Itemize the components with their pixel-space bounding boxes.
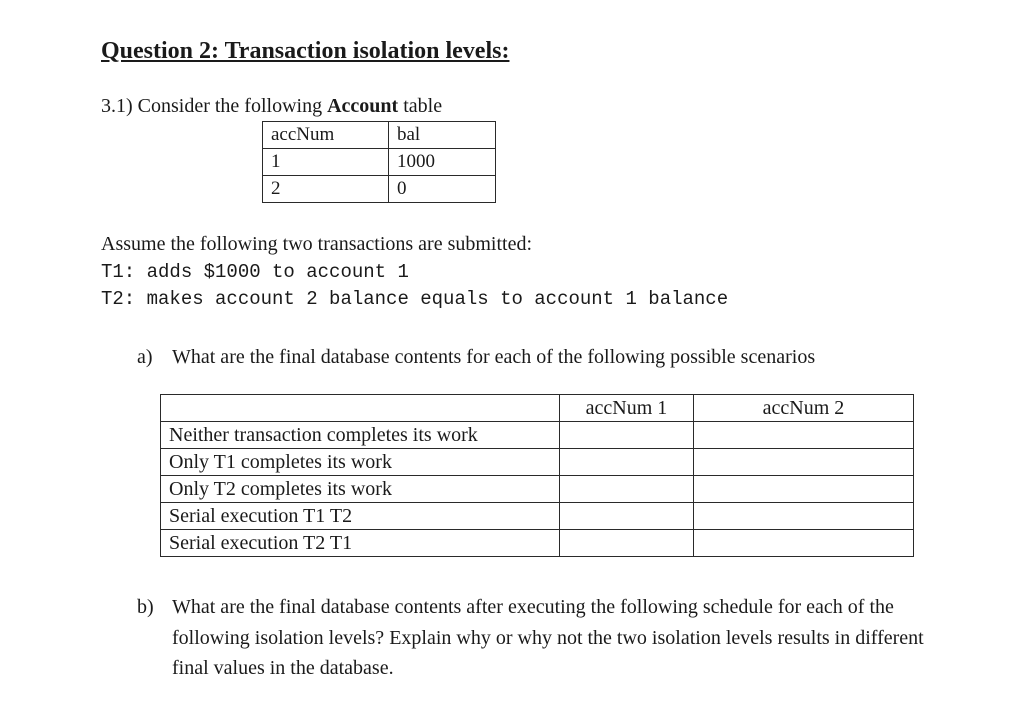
question-a-text: What are the final database contents for each of the following possible scenarios	[172, 346, 816, 368]
intro-prefix: 3.1) Consider the following	[101, 95, 328, 117]
table-cell: 2	[263, 176, 389, 203]
intro-bold-table-name: Account	[327, 95, 399, 117]
answer-cell	[694, 476, 914, 503]
table-row	[161, 503, 914, 530]
answer-cell	[560, 476, 694, 503]
transaction-t2: T2: makes account 2 balance equals to account 1 balance	[101, 288, 729, 310]
scenario-label: Serial execution T1 T2	[161, 503, 560, 530]
header-cell	[161, 395, 560, 422]
table-row	[161, 476, 914, 503]
answer-cell	[694, 422, 914, 449]
table-cell: 0	[389, 176, 496, 203]
answer-cell	[560, 530, 694, 557]
table-header-row	[263, 122, 496, 149]
scenario-table	[160, 394, 914, 557]
table-row	[263, 176, 496, 203]
question-a-label: a)	[137, 346, 153, 368]
intro-suffix: table	[398, 95, 443, 117]
page-title: Question 2: Transaction isolation levels:	[101, 38, 510, 64]
header-cell: accNum 1	[560, 395, 694, 422]
table-row	[161, 530, 914, 557]
answer-cell	[560, 449, 694, 476]
answer-cell	[694, 530, 914, 557]
header-cell: accNum	[263, 122, 389, 149]
assume-text: Assume the following two transactions are submitted:	[101, 233, 533, 255]
intro-line	[101, 95, 442, 118]
table-cell: 1000	[389, 149, 496, 176]
table-row	[161, 422, 914, 449]
account-table	[262, 121, 496, 203]
answer-cell	[560, 503, 694, 530]
table-header-row	[161, 395, 914, 422]
scenario-label: Only T1 completes its work	[161, 449, 560, 476]
transaction-t1: T1: adds $1000 to account 1	[101, 261, 409, 283]
table-row	[263, 149, 496, 176]
scenario-label: Neither transaction completes its work	[161, 422, 560, 449]
answer-cell	[560, 422, 694, 449]
question-b-label: b)	[137, 596, 154, 618]
header-cell: accNum 2	[694, 395, 914, 422]
answer-cell	[694, 449, 914, 476]
answer-cell	[694, 503, 914, 530]
header-cell: bal	[389, 122, 496, 149]
table-cell: 1	[263, 149, 389, 176]
scenario-label: Only T2 completes its work	[161, 476, 560, 503]
scenario-label: Serial execution T2 T1	[161, 530, 560, 557]
question-b-text: What are the final database contents after executing the following schedule for each of the following isolation levels? Explain why or why not the two isolation levels results in different final values in the database.	[172, 596, 924, 679]
table-row	[161, 449, 914, 476]
